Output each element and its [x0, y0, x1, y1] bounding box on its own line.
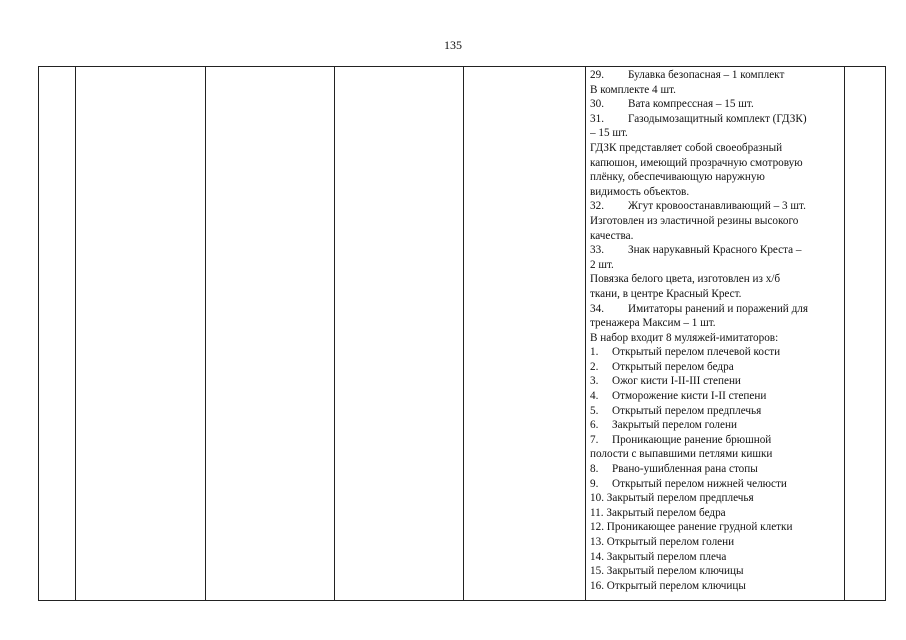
- list-item: [590, 447, 841, 462]
- list-item: [590, 477, 841, 492]
- list-item-number: 33.: [590, 244, 604, 257]
- list-item-number: 1.: [590, 346, 599, 359]
- list-item: [590, 112, 841, 127]
- list-item-text: ГДЗК представляет собой своеобразный: [590, 141, 783, 154]
- list-item: [590, 68, 841, 83]
- document-table: [38, 66, 886, 601]
- list-item-text: 2 шт.: [590, 258, 614, 271]
- list-item-text: Изготовлен из эластичной резины высокого: [590, 214, 799, 227]
- table-row: [39, 67, 886, 601]
- list-item: [590, 272, 841, 287]
- list-item-number: 9.: [590, 477, 599, 490]
- list-item: [590, 360, 841, 375]
- list-item-number: 5.: [590, 404, 599, 417]
- list-item: [590, 535, 841, 550]
- table-cell-col5: [464, 67, 586, 601]
- list-item-text: Открытый перелом предплечья: [612, 404, 762, 417]
- list-item-text: Отморожение кисти I-II степени: [612, 390, 767, 403]
- list-item: [590, 579, 841, 594]
- list-item: [590, 374, 841, 389]
- list-item-text: Ожог кисти I-II-III степени: [612, 375, 741, 388]
- list-item: [590, 156, 841, 171]
- list-item-text: 11. Закрытый перелом бедра: [590, 506, 726, 519]
- list-item: [590, 214, 841, 229]
- list-item: [590, 345, 841, 360]
- list-item-text: полости с выпавшими петлями кишки: [590, 448, 773, 461]
- list-item: [590, 564, 841, 579]
- list-item-number: 3.: [590, 375, 599, 388]
- list-item-text: В комплекте 4 шт.: [590, 83, 676, 96]
- list-item-text: тренажера Максим – 1 шт.: [590, 317, 716, 330]
- list-item-text: 12. Проникающее ранение грудной клетки: [590, 521, 793, 534]
- list-item: [590, 185, 841, 200]
- list-item-text: Рвано-ушибленная рана стопы: [612, 463, 758, 476]
- list-item-number: 6.: [590, 419, 599, 432]
- list-item: [590, 83, 841, 98]
- list-item-text: видимость объектов.: [590, 185, 690, 198]
- list-item-text: В набор входит 8 муляжей-имитаторов:: [590, 331, 779, 344]
- table-cell-col4: [335, 67, 464, 601]
- list-item: [590, 287, 841, 302]
- list-item-number: 32.: [590, 200, 604, 213]
- table-cell-contents: [586, 67, 845, 601]
- list-item: [590, 170, 841, 185]
- list-item: [590, 302, 841, 317]
- list-item-text: Повязка белого цвета, изготовлен из х/б: [590, 273, 781, 286]
- list-item-text: капюшон, имеющий прозрачную смотровую: [590, 156, 803, 169]
- list-item: [590, 97, 841, 112]
- list-item: [590, 550, 841, 565]
- list-item: [590, 404, 841, 419]
- list-item-text: качества.: [590, 229, 634, 242]
- list-item-text: Закрытый перелом голени: [612, 419, 737, 432]
- list-item: [590, 229, 841, 244]
- list-item-text: Открытый перелом бедра: [612, 360, 734, 373]
- list-item: [590, 126, 841, 141]
- list-item: [590, 331, 841, 346]
- list-item-text: 15. Закрытый перелом ключицы: [590, 565, 744, 578]
- table-cell-col7: [845, 67, 886, 601]
- list-item-text: Открытый перелом нижней челюсти: [612, 477, 787, 490]
- list-item-number: 4.: [590, 390, 599, 403]
- list-item-text: 14. Закрытый перелом плеча: [590, 550, 727, 563]
- list-item-text: Знак нарукавный Красного Креста –: [628, 244, 802, 257]
- list-item: [590, 141, 841, 156]
- list-item: [590, 316, 841, 331]
- table-cell-col2: [76, 67, 206, 601]
- list-item: [590, 389, 841, 404]
- list-item-text: – 15 шт.: [590, 127, 628, 140]
- list-item: [590, 199, 841, 214]
- table-cell-col3: [206, 67, 335, 601]
- table-cell-col1: [39, 67, 76, 601]
- list-item-number: 34.: [590, 302, 604, 315]
- list-item-text: Газодымозащитный комплект (ГДЗК): [628, 112, 807, 125]
- list-item-text: Вата компрессная – 15 шт.: [628, 98, 754, 111]
- list-item: [590, 418, 841, 433]
- list-item: [590, 506, 841, 521]
- list-item-number: 2.: [590, 360, 599, 373]
- list-item: [590, 462, 841, 477]
- list-item-text: Проникающие ранение брюшной: [612, 433, 772, 446]
- list-item: [590, 258, 841, 273]
- list-item-number: 29.: [590, 69, 604, 81]
- list-item-text: 13. Открытый перелом голени: [590, 536, 735, 548]
- list-item-text: Открытый перелом плечевой кости: [612, 346, 781, 359]
- list-item: [590, 491, 841, 506]
- list-item-text: Жгут кровоостанавливающий – 3 шт.: [628, 200, 806, 213]
- list-item-number: 31.: [590, 112, 604, 125]
- list-item-text: ткани, в центре Красный Крест.: [590, 287, 742, 300]
- list-item-number: 30.: [590, 98, 604, 111]
- list-item-text: плёнку, обеспечивающую наружную: [590, 171, 765, 184]
- list-item-text: 16. Открытый перелом ключицы: [590, 579, 746, 592]
- list-item: [590, 433, 841, 448]
- list-item-text: 10. Закрытый перелом предплечья: [590, 492, 754, 505]
- list-item-text: Булавка безопасная – 1 комплект: [628, 69, 785, 81]
- list-item: [590, 520, 841, 535]
- list-item: [590, 243, 841, 258]
- list-item-number: 8.: [590, 463, 599, 476]
- page-number: 135: [444, 38, 462, 52]
- list-item-text: Имитаторы ранений и поражений для: [628, 302, 809, 315]
- equipment-list: [586, 67, 844, 593]
- list-item-number: 7.: [590, 433, 599, 446]
